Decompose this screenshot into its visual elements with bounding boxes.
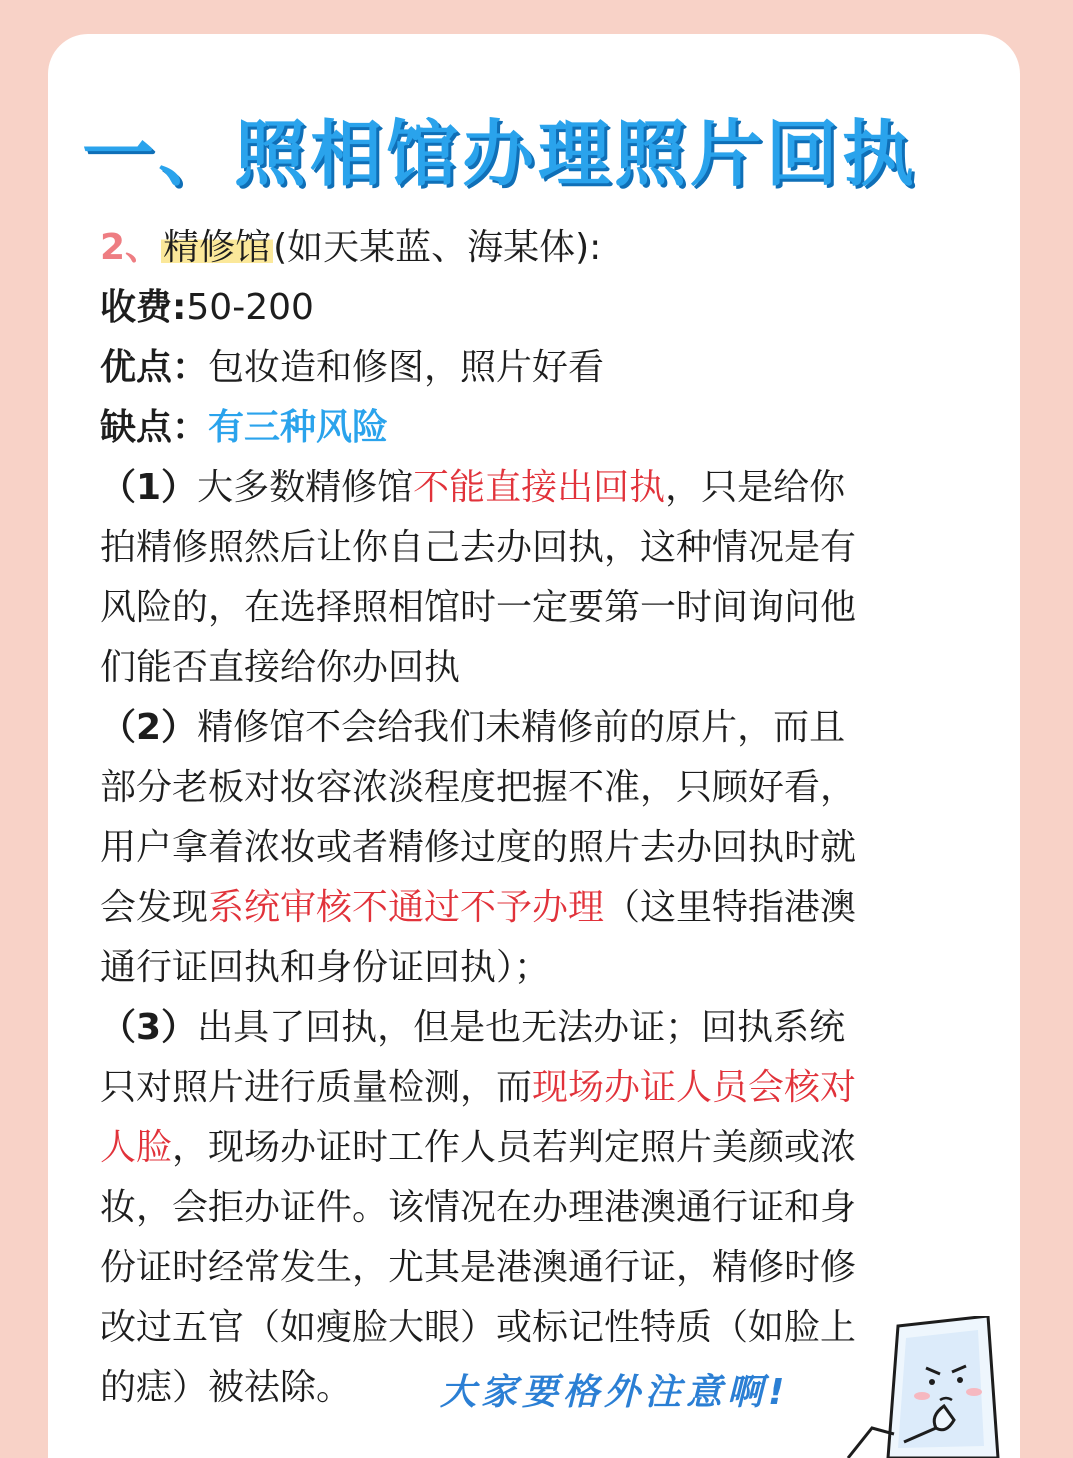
section-heading [100, 218, 980, 278]
pros-label: 优点： [100, 347, 209, 388]
content-card [48, 34, 1020, 1458]
risk-text: 们能否直接给你办回执 [100, 647, 461, 688]
risk-text: 的痣）被祛除。 [100, 1367, 353, 1408]
risk-text: 改过五官（如瘦脸大眼）或标记性特质（如脸上 [100, 1307, 857, 1348]
risk-1 [100, 458, 980, 698]
article-body [100, 218, 980, 1418]
risk-emphasis: 人脸 [100, 1127, 173, 1168]
section-name-highlight: 精修馆 [163, 227, 272, 268]
risk-text: 风险的，在选择照相馆时一定要第一时间询问他 [100, 587, 857, 628]
risk-text: 通行证回执和身份证回执）； [100, 947, 551, 988]
risk-text: 拍精修照然后让你自己去办回执，这种情况是有 [100, 527, 857, 568]
risk-emphasis: 系统审核不通过不予办理 [208, 887, 605, 928]
risk-number: （2） [100, 707, 198, 748]
risk-text: （这里特指港澳 [604, 887, 857, 928]
risk-text: 大多数精修馆 [197, 467, 414, 508]
risk-text: 妆，会拒办证件。该情况在办理港澳通行证和身 [100, 1187, 857, 1228]
pros-value: 包妆造和修图，照片好看 [208, 347, 605, 388]
risk-emphasis: 现场办证人员会核对 [532, 1067, 857, 1108]
risk-text: 份证时经常发生，尤其是港澳通行证，精修时修 [100, 1247, 857, 1288]
risk-text: 只对照片进行质量检测，而 [100, 1067, 533, 1108]
cons-value: 有三种风险 [208, 407, 389, 448]
fee-label: 收费: [100, 287, 187, 328]
risk-number: （1） [100, 467, 198, 508]
pros-row [100, 338, 980, 398]
reminder-note: 大家要格外注意啊! [440, 1372, 790, 1413]
risk-2 [100, 698, 980, 998]
section-examples: (如天某蓝、海某体): [273, 227, 602, 268]
risk-text: ，现场办证时工作人员若判定照片美颜或浓 [172, 1127, 857, 1168]
risk-text: 用户拿着浓妆或者精修过度的照片去办回执时就 [100, 827, 857, 868]
section-number: 2、 [100, 227, 162, 268]
cons-label: 缺点： [100, 407, 209, 448]
risk-text: 部分老板对妆容浓淡程度把握不准，只顾好看， [100, 767, 857, 808]
risk-text: 会发现 [100, 887, 209, 928]
fee-row [100, 278, 980, 338]
thinking-character-icon [828, 1316, 1018, 1458]
cons-row [100, 398, 980, 458]
risk-text: 精修馆不会给我们未精修前的原片，而且 [197, 707, 846, 748]
risk-number: （3） [100, 1007, 198, 1048]
risk-text: ，只是给你 [665, 467, 846, 508]
page-title: 一、照相馆办理照片回执 [82, 112, 919, 196]
risk-text: 出具了回执，但是也无法办证；回执系统 [197, 1007, 846, 1048]
fee-value: 50-200 [186, 287, 314, 328]
risk-emphasis: 不能直接出回执 [413, 467, 666, 508]
